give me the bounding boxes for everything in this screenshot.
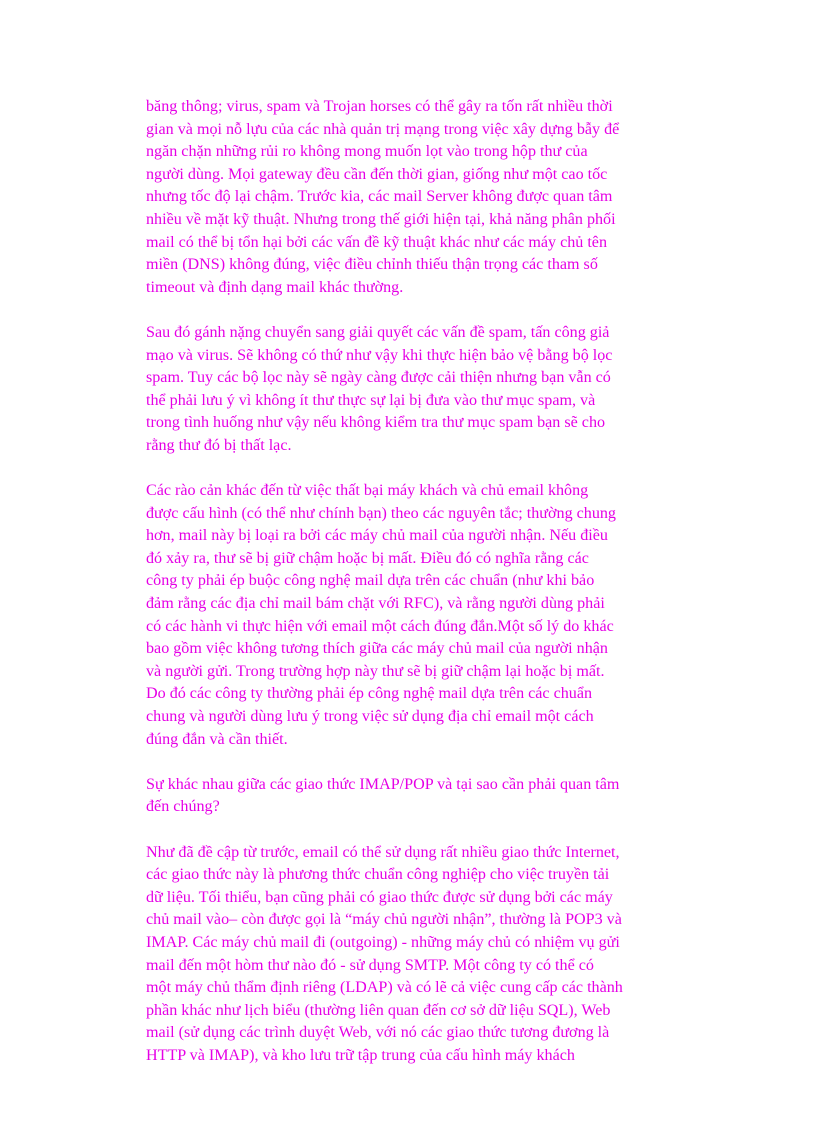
- paragraph-spam: Sau đó gánh nặng chuyển sang giải quyết các vấn đề spam, tấn công giả mạo và virus. Sẽ không có thứ như vậy khi thực hiện bảo vệ bằng bộ lọc spam. Tuy các bộ lọc này sẽ ngày càng được cải thiện nhưng bạn vẫn có thể phải lưu ý vì không ít thư thực sự lại bị đưa vào thư mục spam, và trong tình huống như vậy nếu không kiểm tra thư mục spam bạn sẽ cho rằng thư đó bị thất lạc.: [146, 323, 613, 454]
- paragraph-bandwidth: băng thông; virus, spam và Trojan horses có thể gây ra tốn rất nhiều thời gian và mọi nỗ lựu của các nhà quản trị mạng trong việc xây dựng bẫy để ngăn chặn những rủi ro không mong muốn lọt vào trong hộp thư của người dùng. Mọi gateway đều cần đến thời gian, giống như một cao tốc nhưng tốc độ lại chậm. Trước kia, các mail Server không được quan tâm nhiều về mặt kỹ thuật. Nhưng trong thế giới hiện tại, khả năng phân phối mail có thể bị tổn hại bởi các vấn đề kỹ thuật khác như các máy chủ tên miền (DNS) không đúng, việc điều chỉnh thiếu thận trọng các tham số timeout và định dạng mail khác thường.: [146, 98, 620, 296]
- paragraph-barriers: Các rào cản khác đến từ việc thất bại máy khách và chủ email không được cấu hình (có thể như chính bạn) theo các nguyên tắc; thường chung hơn, mail này bị loại ra bởi các máy chủ mail của người nhận. Nếu điều đó xảy ra, thư sẽ bị giữ chậm hoặc bị mất. Điều đó có nghĩa rằng các công ty phải ép buộc công nghệ mail dựa trên các chuẩn (như khi bảo đảm rằng các địa chỉ mail bám chặt với RFC), và rằng người dùng phải có các hành vi thực hiện với email một cách đúng đắn.Một số lý do khác bao gồm việc không tương thích giữa các máy chủ mail của người nhận và người gửi. Trong trường hợp này thư sẽ bị giữ chậm lại hoặc bị mất. Do đó các công ty thường phải ép công nghệ mail dựa trên các chuẩn chung và người dùng lưu ý trong việc sử dụng địa chỉ email một cách đúng đắn và cần thiết.: [146, 482, 616, 748]
- document-page: [146, 96, 676, 1090]
- paragraph-protocols: Như đã đề cập từ trước, email có thể sử dụng rất nhiều giao thức Internet, các giao thức này là phương thức chuẩn công nghiệp cho việc truyền tải dữ liệu. Tối thiểu, bạn cũng phải có giao thức được sử dụng bởi các máy chủ mail vào– còn được gọi là “máy chủ người nhận”, thường là POP3 và IMAP. Các máy chủ mail đi (outgoing) - những máy chủ có nhiệm vụ gửi mail đến một hòm thư nào đó - sử dụng SMTP. Một công ty có thể có một máy chủ thẩm định riêng (LDAP) và có lẽ cả việc cung cấp các thành phần khác như lịch biểu (thường liên quan đến cơ sở dữ liệu SQL), Web mail (sử dụng các trình duyệt Web, với nó các giao thức tương đương là HTTP và IMAP), và kho lưu trữ tập trung của cấu hình máy khách: [146, 843, 623, 1064]
- section-heading: Sự khác nhau giữa các giao thức IMAP/POP và tại sao cần phải quan tâm đến chúng?: [146, 775, 620, 816]
